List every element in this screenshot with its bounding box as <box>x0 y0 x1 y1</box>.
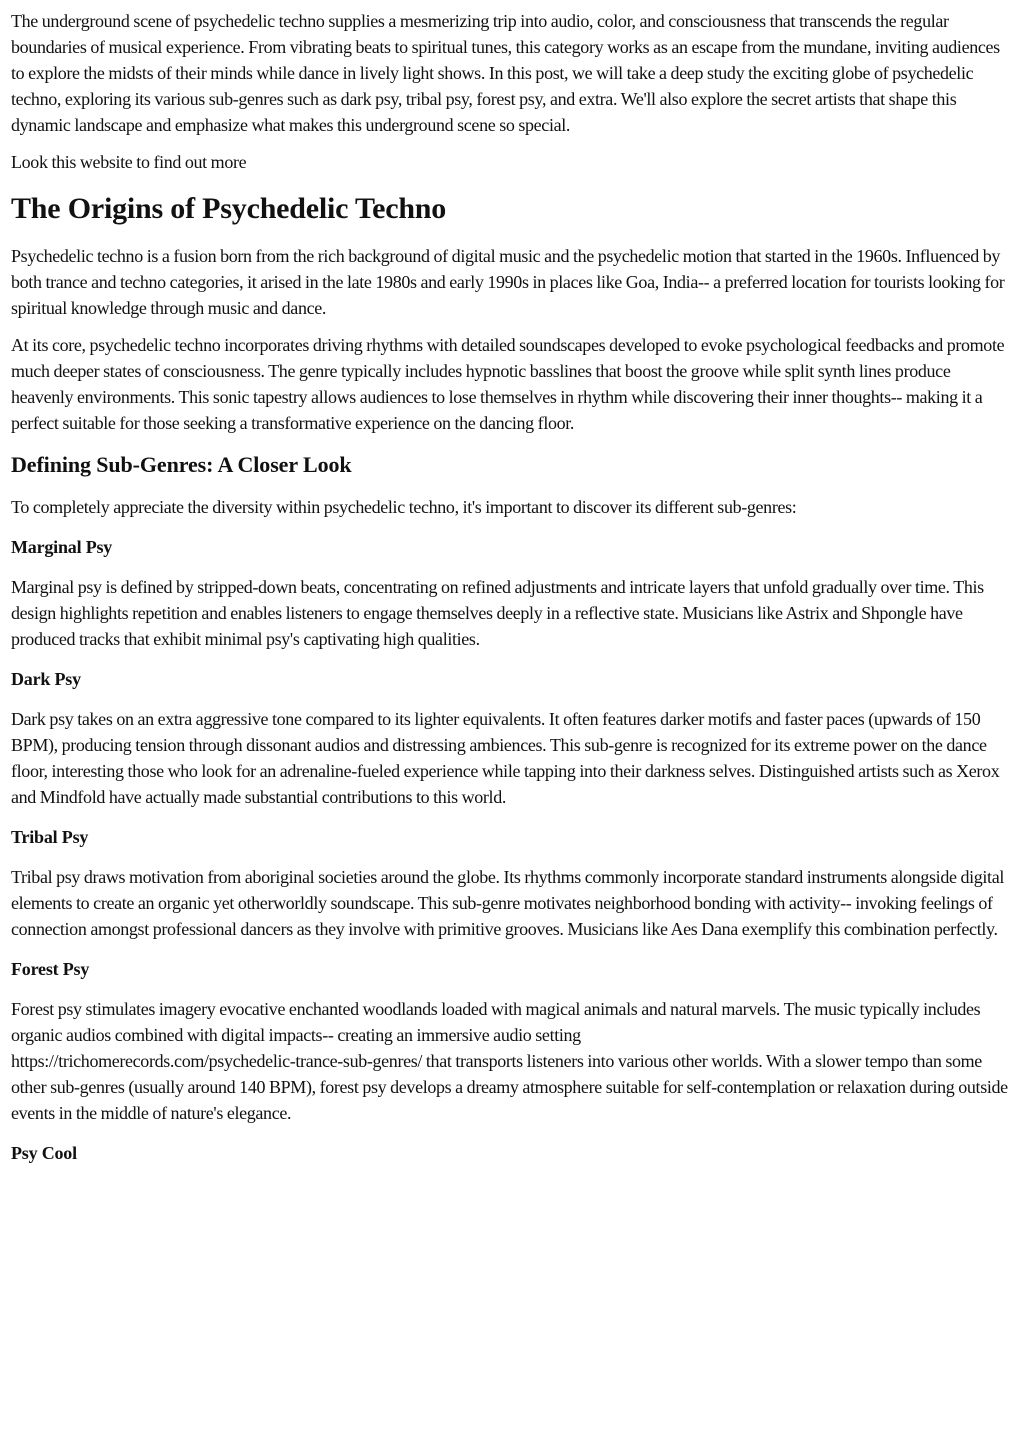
find-out-more-link[interactable]: Look this website to find out more <box>11 152 247 172</box>
forest-psy-text-start: Forest psy stimulates imagery evocative enchanted woodlands loaded with magical animals and natural marvels. The music typically includes organic audios combined with digital impacts-- creating an immersive audio setting <box>11 999 981 1045</box>
subgenre-text-dark-psy: Dark psy takes on an extra aggressive tone compared to its lighter equivalents. It often features darker motifs and faster paces (upwards of 150 BPM), producing tension through dissonant audios and distressing ambiences. This sub-genre is recognized for its extreme power on the dance floor, interesting those who look for an adrenaline-fueled experience while tapping into their darkness selves. Distinguished artists such as Xerox and Mindfold have actually made substantial contributions to this world. <box>11 709 1000 807</box>
subgenre-title-marginal-psy: Marginal Psy <box>11 537 113 557</box>
subgenre-title-psy-cool: Psy Cool <box>11 1143 77 1163</box>
intro-link-paragraph <box>11 149 1013 175</box>
origins-paragraph-1: Psychedelic techno is a fusion born from the rich background of digital music and the psychedelic motion that started in the 1960s. Influenced by both trance and techno categories, it arised in the late 1980s and early 1990s in places like Goa, India-- a preferred location for tourists looking for spiritual knowledge through music and dance. <box>11 246 1005 318</box>
subgenre-text-forest-psy <box>11 996 1013 1126</box>
origins-paragraph-2: At its core, psychedelic techno incorporates driving rhythms with detailed soundscapes developed to evoke psychological feedbacks and promote much deeper states of consciousness. The genre typically includes hypnotic basslines that boost the groove while split synth lines produce heavenly environments. This sonic tapestry allows audiences to lose themselves in rhythm while discovering their inner thoughts-- making it a perfect suitable for those seeking a transformative experience on the dancing floor. <box>11 335 1005 433</box>
subgenre-text-marginal-psy: Marginal psy is defined by stripped-down beats, concentrating on refined adjustments and intricate layers that unfold gradually over time. This design highlights repetition and enables listeners to engage themselves deeply in a reflective state. Musicians like Astrix and Shpongle have produced tracks that exhibit minimal psy's captivating high qualities. <box>11 577 984 649</box>
intro-paragraph: The underground scene of psychedelic techno supplies a mesmerizing trip into audio, color, and consciousness that transcends the regular boundaries of musical experience. From vibrating beats to spiritual tunes, this category works as an escape from the mundane, inviting audiences to explore the midsts of their minds while dance in lively light shows. In this post, we will take a deep study the exciting globe of psychedelic techno, exploring its various sub-genres such as dark psy, tribal psy, forest psy, and extra. We'll also explore the secret artists that shape this dynamic landscape and emphasize what makes this underground scene so special. <box>11 11 1000 135</box>
origins-heading: The Origins of Psychedelic Techno <box>11 192 447 225</box>
subgenre-title-tribal-psy: Tribal Psy <box>11 827 89 847</box>
subgenre-text-tribal-psy: Tribal psy draws motivation from aboriginal societies around the globe. Its rhythms commonly incorporate standard instruments alongside digital elements to create an organic yet otherworldly soundscape. This sub-genre motivates neighborhood bonding with activity-- invoking feelings of connection amongst professional dancers as they involve with primitive grooves. Musicians like Aes Dana exemplify this combination perfectly. <box>11 867 1004 939</box>
trichome-records-url-link[interactable]: https://trichomerecords.com/psychedelic-trance-sub-genres/ <box>11 1051 423 1071</box>
subgenres-heading: Defining Sub-Genres: A Closer Look <box>11 452 352 477</box>
subgenre-title-dark-psy: Dark Psy <box>11 669 81 689</box>
subgenres-intro: To completely appreciate the diversity within psychedelic techno, it's important to discover its different sub-genres: <box>11 497 797 517</box>
forest-psy-text-end: that transports listeners into various other worlds. With a slower tempo than some other sub-genres (usually around 140 BPM), forest psy develops a dreamy atmosphere suitable for self-contemplation or relaxation during outside events in the middle of nature's elegance. <box>11 1051 1008 1123</box>
subgenre-title-forest-psy: Forest Psy <box>11 959 90 979</box>
